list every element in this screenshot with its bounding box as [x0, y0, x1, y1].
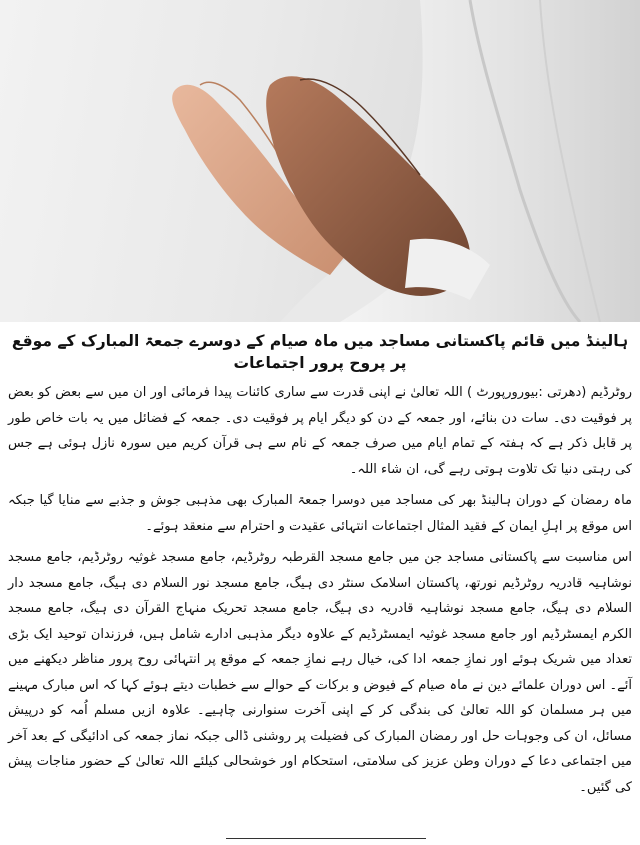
article-headline: ہالینڈ میں قائم پاکستانی مساجد میں ماہ صیام کے دوسرے جمعۃ المبارک کے موقع پر پروح پرور اجتماعات [11, 332, 629, 372]
article [8, 330, 632, 806]
article-paragraph: ماہ رمضان کے دوران ہالینڈ بھر کی مساجد میں دوسرا جمعۃ المبارک بھی مذہبی جوش و جذبے سے منایا گیا جبکہ اس موقع پر اہلِ ایمان کے فقید المثال اجتماعات انتہائی عقیدت و احترام سے منعقد ہوئے۔ [8, 493, 632, 534]
footer-divider [226, 838, 426, 839]
praying-hands-photo [0, 0, 640, 322]
article-paragraph: اس مناسبت سے پاکستانی مساجد جن میں جامع مسجد القرطبہ روٹرڈیم، جامع مسجد غوثیہ روٹرڈیم، جامع مسجد نوشاہیہ قادریہ روٹرڈیم نورتھ، پاکستان اسلامک سنٹر دی ہیگ، جامع مسجد نور السلام دی ہیگ، جامع مسجد دار السلام دی ہیگ، جامع مسجد نوشاہیہ قادریہ دی ہیگ، جامع مسجد تحریک منہاج القرآن دی ہیگ، جامع مسجد الکرم ایمسٹرڈیم اور جامع مسجد غوثیہ ایمسٹرڈیم کے علاوہ دیگر مذہبی ادارے شامل ہیں، فرزندان توحید ایک بڑی تعداد میں شریک ہوئے اور نمازِ جمعہ ادا کی، خیال رہے نمازِ جمعہ کے موقع پر انتہائی روح پرور مناظر دیکھنے میں آئے۔ اس دوران علمائے دین نے ماہ صیام کے فیوض و برکات کے حوالے سے خطبات دیتے ہوئے کہا کہ اس مبارک مہینے میں ہر مسلمان کو اللہ تعالیٰ کی بندگی کر کے اپنی آخرت سنوارنی چاہیے۔ علاوہ ازیں مسلم اُمہ کو درپیش مسائل، ان کی وجوہات حل اور رمضان المبارک کی فضیلت پر روشنی ڈالی جبکہ نماز جمعہ کی ادائیگی کے بعد آخر میں اجتماعی دعا کے دوران وطن عزیز کی سلامتی، استحکام اور خوشحالی کیلئے اللہ تعالیٰ کے حضور مناجات پیش کی گئیں۔ [8, 550, 632, 795]
article-paragraph: روٹرڈیم (دھرتی :بیورورپورٹ ) اللہ تعالیٰ نے اپنی قدرت سے ساری کائنات پیدا فرمائی اور ان میں سے بعض کو بعض پر فوقیت دی۔ سات دن بنائے، اور جمعہ کے دن کو دیگر ایام پر فوقیت دی۔ جمعہ کے فضائل میں یہ بات خاص طور پر قابل ذکر ہے کہ ہفتہ کے تمام ایام میں صرف جمعہ کے نام سے ہی قرآن کریم میں سورہ نازل ہوئی ہے جس کی رہتی دنیا تک تلاوت ہوتی رہے گی، ان شاء اللہ۔ [8, 385, 632, 477]
praying-hands-icon [0, 0, 640, 322]
